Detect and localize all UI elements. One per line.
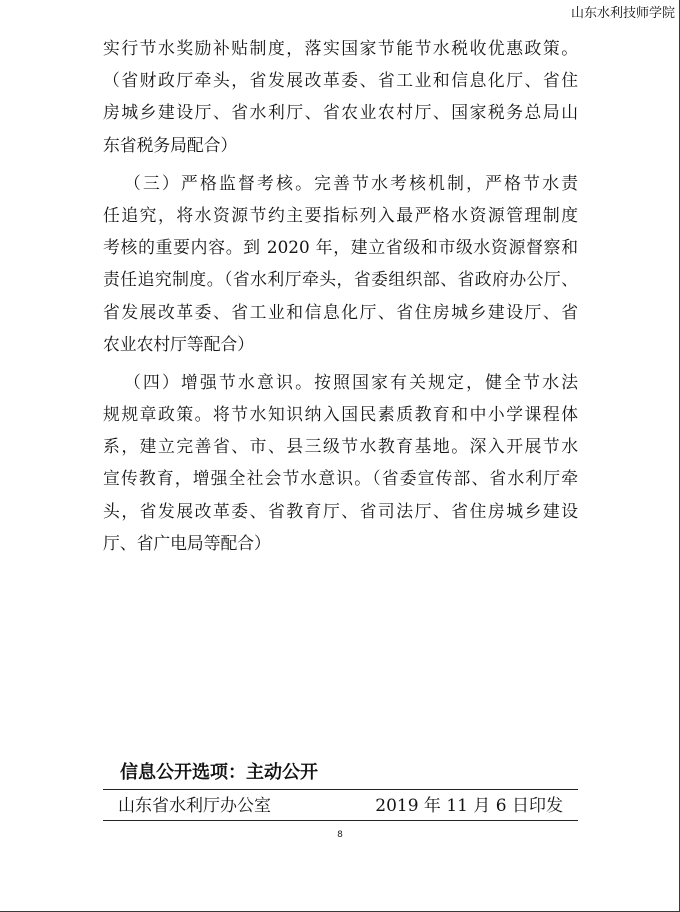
footer-issuer: 山东省水利厅办公室 xyxy=(118,796,271,816)
body-line: 系，建立完善省、市、县三级节水教育基地。深入开展节水 xyxy=(103,436,578,457)
footer-issue-date: 2019 年 11 月 6 日印发 xyxy=(375,796,563,816)
body-line: 规规章政策。将节水知识纳入国民素质教育和中小学课程体 xyxy=(103,404,578,425)
body-line: 任追究，将水资源节约主要指标列入最严格水资源管理制度 xyxy=(103,204,578,225)
paragraph-awareness xyxy=(103,366,578,559)
document-body xyxy=(103,32,578,559)
paragraph-supervision xyxy=(103,167,578,360)
body-line: 责任追究制度。（省水利厅牵头，省委组织部、省政府办公厅、 xyxy=(103,269,578,290)
body-line: 头，省发展改革委、省教育厅、省司法厅、省住房城乡建设 xyxy=(103,500,578,521)
paragraph-continuation xyxy=(103,32,578,161)
body-line: （省财政厅牵头，省发展改革委、省工业和信息化厅、省住 xyxy=(103,70,578,91)
body-line: 东省税务局配合） xyxy=(103,134,238,155)
body-line: 厅、省广电局等配合） xyxy=(103,532,271,553)
body-line: 宣传教育，增强全社会节水意识。（省委宣传部、省水利厅牵 xyxy=(103,468,578,489)
page-number: 8 xyxy=(337,830,343,840)
body-line: 省发展改革委、省工业和信息化厅、省住房城乡建设厅、省 xyxy=(103,301,578,322)
disclosure-option: 信息公开选项：主动公开 xyxy=(120,762,318,783)
body-line: 考核的重要内容。到 2020 年，建立省级和市级水资源督察和 xyxy=(103,237,578,258)
header-school-name: 山东水利技师学院 xyxy=(570,6,675,21)
body-line: 实行节水奖励补贴制度，落实国家节能节水税收优惠政策。 xyxy=(103,38,578,58)
footer-bottom-rule xyxy=(103,820,578,821)
body-line: 房城乡建设厅、省水利厅、省农业农村厅、国家税务总局山 xyxy=(103,102,578,123)
footer-top-rule xyxy=(103,789,578,790)
footer-row xyxy=(103,794,578,818)
body-line: （三）严格监督考核。完善节水考核机制，严格节水责 xyxy=(124,172,578,193)
body-line: （四）增强节水意识。按照国家有关规定，健全节水法 xyxy=(124,371,578,392)
body-line: 农业农村厅等配合） xyxy=(103,333,255,354)
